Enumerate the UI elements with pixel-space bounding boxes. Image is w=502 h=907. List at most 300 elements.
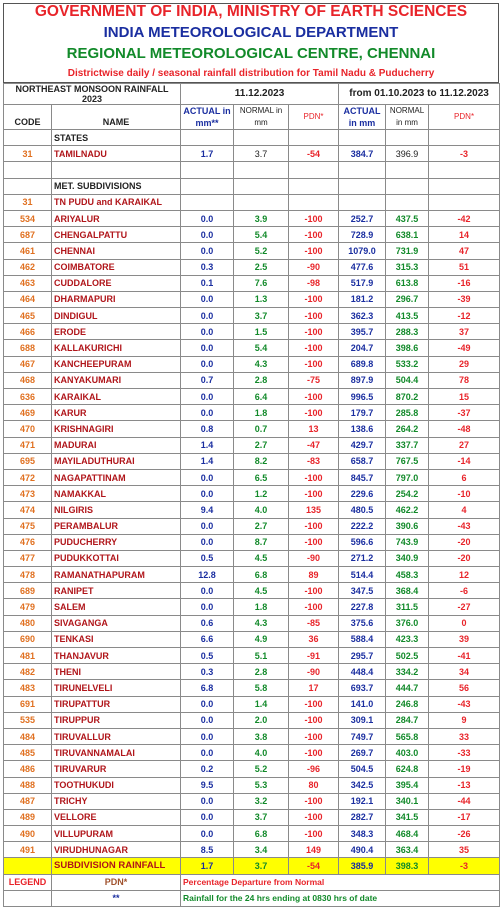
district-name: TIRUPATTUR	[52, 696, 181, 712]
table-row	[4, 615, 500, 631]
district-n1: 1.4	[234, 696, 289, 712]
district-a1: 0.0	[181, 469, 234, 485]
district-n1: 2.0	[234, 712, 289, 728]
table-row	[4, 469, 500, 485]
district-n1: 1.8	[234, 599, 289, 615]
subdivision-code: 31	[4, 194, 52, 210]
district-code: 471	[4, 437, 52, 453]
district-name: NAMAKKAL	[52, 486, 181, 502]
col-actual: ACTUAL in mm**	[181, 105, 234, 130]
district-n2: 246.8	[386, 696, 429, 712]
district-a2: 693.7	[339, 680, 386, 696]
district-n1: 2.8	[234, 372, 289, 388]
district-code: 482	[4, 664, 52, 680]
district-p1: -100	[289, 486, 339, 502]
district-name: THANJAVUR	[52, 648, 181, 664]
district-n2: 334.2	[386, 664, 429, 680]
district-p1: 17	[289, 680, 339, 696]
district-n2: 284.7	[386, 712, 429, 728]
district-p2: 27	[429, 437, 500, 453]
district-a2: 229.6	[339, 486, 386, 502]
district-p2: -20	[429, 550, 500, 566]
district-a2: 181.2	[339, 291, 386, 307]
district-p1: -100	[289, 324, 339, 340]
table-row	[4, 389, 500, 405]
district-p2: -49	[429, 340, 500, 356]
district-n1: 4.3	[234, 356, 289, 372]
district-a2: 504.5	[339, 761, 386, 777]
district-n2: 613.8	[386, 275, 429, 291]
district-p2: 39	[429, 631, 500, 647]
district-p1: 13	[289, 421, 339, 437]
district-a2: 309.1	[339, 712, 386, 728]
district-code: 464	[4, 291, 52, 307]
table-row	[4, 308, 500, 324]
district-code: 474	[4, 502, 52, 518]
district-n2: 340.9	[386, 550, 429, 566]
district-n2: 767.5	[386, 453, 429, 469]
table-row	[4, 680, 500, 696]
district-a2: 269.7	[339, 745, 386, 761]
district-p2: -37	[429, 405, 500, 421]
spacer-row	[4, 162, 500, 178]
state-actual-seasonal: 384.7	[339, 146, 386, 162]
season-label: NORTHEAST MONSOON RAINFALL 2023	[4, 84, 181, 105]
district-p1: -100	[289, 583, 339, 599]
district-p2: -41	[429, 648, 500, 664]
district-a1: 0.0	[181, 356, 234, 372]
table-row	[4, 518, 500, 534]
district-n1: 2.7	[234, 437, 289, 453]
district-a1: 0.0	[181, 728, 234, 744]
district-a1: 0.0	[181, 826, 234, 842]
district-n2: 296.7	[386, 291, 429, 307]
district-name: PERAMBALUR	[52, 518, 181, 534]
district-n1: 1.2	[234, 486, 289, 502]
district-a1: 0.0	[181, 599, 234, 615]
district-n2: 311.5	[386, 599, 429, 615]
district-p2: -42	[429, 210, 500, 226]
district-p1: 149	[289, 842, 339, 858]
district-a2: 658.7	[339, 453, 386, 469]
district-a1: 0.0	[181, 340, 234, 356]
district-a1: 0.0	[181, 243, 234, 259]
district-n1: 6.8	[234, 567, 289, 583]
table-row	[4, 291, 500, 307]
rainfall-table	[3, 83, 500, 907]
district-p1: -90	[289, 550, 339, 566]
district-a1: 0.5	[181, 550, 234, 566]
district-a2: 282.7	[339, 809, 386, 825]
district-n2: 437.5	[386, 210, 429, 226]
district-p1: -100	[289, 793, 339, 809]
district-name: ARIYALUR	[52, 210, 181, 226]
district-a1: 6.6	[181, 631, 234, 647]
district-a2: 517.9	[339, 275, 386, 291]
district-n2: 624.8	[386, 761, 429, 777]
table-row	[4, 583, 500, 599]
district-p1: -75	[289, 372, 339, 388]
table-row	[4, 437, 500, 453]
district-name: TIRUVARUR	[52, 761, 181, 777]
district-name: MAYILADUTHURAI	[52, 453, 181, 469]
district-a2: 192.1	[339, 793, 386, 809]
table-row	[4, 486, 500, 502]
total-name: SUBDIVISION RAINFALL	[52, 858, 181, 874]
district-a1: 0.0	[181, 308, 234, 324]
district-p2: -20	[429, 534, 500, 550]
district-a2: 204.7	[339, 340, 386, 356]
state-name: TAMILNADU	[52, 146, 181, 162]
district-a2: 480.5	[339, 502, 386, 518]
district-n2: 565.8	[386, 728, 429, 744]
district-n2: 870.2	[386, 389, 429, 405]
legend-label: LEGEND	[4, 874, 52, 890]
district-n2: 638.1	[386, 227, 429, 243]
district-p1: -98	[289, 275, 339, 291]
district-n2: 444.7	[386, 680, 429, 696]
district-p2: 9	[429, 712, 500, 728]
district-code: 636	[4, 389, 52, 405]
district-a1: 0.3	[181, 259, 234, 275]
district-p2: 0	[429, 615, 500, 631]
state-actual: 1.7	[181, 146, 234, 162]
district-p2: 33	[429, 728, 500, 744]
district-p1: -100	[289, 227, 339, 243]
district-code: 463	[4, 275, 52, 291]
district-p2: 47	[429, 243, 500, 259]
district-code: 687	[4, 227, 52, 243]
table-row	[4, 324, 500, 340]
seasonal-range: from 01.10.2023 to 11.12.2023	[339, 84, 500, 105]
district-n2: 368.4	[386, 583, 429, 599]
district-n2: 285.8	[386, 405, 429, 421]
district-code: 461	[4, 243, 52, 259]
report-subtitle: Districtwise daily / seasonal rainfall distribution for Tamil Nadu & Puducherry	[67, 68, 435, 79]
district-p1: -90	[289, 664, 339, 680]
district-n1: 3.9	[234, 210, 289, 226]
district-code: 689	[4, 583, 52, 599]
district-code: 695	[4, 453, 52, 469]
district-p1: -91	[289, 648, 339, 664]
district-name: KANCHEEPURAM	[52, 356, 181, 372]
total-p2: -3	[429, 858, 500, 874]
district-n2: 264.2	[386, 421, 429, 437]
district-p2: -6	[429, 583, 500, 599]
district-a1: 0.0	[181, 712, 234, 728]
district-p2: 6	[429, 469, 500, 485]
district-p1: -100	[289, 308, 339, 324]
table-row	[4, 275, 500, 291]
district-p1: 89	[289, 567, 339, 583]
district-a1: 0.0	[181, 291, 234, 307]
table-row	[4, 243, 500, 259]
district-a1: 0.2	[181, 761, 234, 777]
district-a1: 0.1	[181, 275, 234, 291]
total-n1: 3.7	[234, 858, 289, 874]
legend-pdn-desc: Percentage Departure from Normal	[181, 874, 500, 890]
district-p2: 34	[429, 664, 500, 680]
table-row	[4, 761, 500, 777]
district-n2: 462.2	[386, 502, 429, 518]
col-pdn-seasonal: PDN*	[429, 105, 500, 130]
district-p2: 78	[429, 372, 500, 388]
district-name: DHARMAPURI	[52, 291, 181, 307]
district-p2: -12	[429, 308, 500, 324]
district-code: 480	[4, 615, 52, 631]
district-a1: 0.0	[181, 583, 234, 599]
district-name: PUDUCHERRY	[52, 534, 181, 550]
district-a1: 1.4	[181, 437, 234, 453]
district-n1: 6.5	[234, 469, 289, 485]
district-n1: 2.7	[234, 518, 289, 534]
table-row	[4, 340, 500, 356]
district-name: NAGAPATTINAM	[52, 469, 181, 485]
district-name: KRISHNAGIRI	[52, 421, 181, 437]
district-a2: 897.9	[339, 372, 386, 388]
district-n2: 504.4	[386, 372, 429, 388]
district-a1: 0.0	[181, 534, 234, 550]
district-code: 688	[4, 340, 52, 356]
district-p2: 35	[429, 842, 500, 858]
district-p1: -100	[289, 291, 339, 307]
district-name: SIVAGANGA	[52, 615, 181, 631]
district-n1: 6.4	[234, 389, 289, 405]
district-n1: 3.4	[234, 842, 289, 858]
district-code: 483	[4, 680, 52, 696]
district-n2: 340.1	[386, 793, 429, 809]
district-code: 462	[4, 259, 52, 275]
district-n2: 337.7	[386, 437, 429, 453]
district-a2: 514.4	[339, 567, 386, 583]
district-a2: 227.8	[339, 599, 386, 615]
district-a2: 1079.0	[339, 243, 386, 259]
table-row	[4, 745, 500, 761]
district-p2: -27	[429, 599, 500, 615]
district-name: RANIPET	[52, 583, 181, 599]
district-p1: -96	[289, 761, 339, 777]
table-row	[4, 534, 500, 550]
district-n1: 5.3	[234, 777, 289, 793]
district-n1: 4.3	[234, 615, 289, 631]
district-a2: 749.7	[339, 728, 386, 744]
district-code: 484	[4, 728, 52, 744]
table-row	[4, 356, 500, 372]
district-n2: 502.5	[386, 648, 429, 664]
district-p1: -100	[289, 745, 339, 761]
district-a1: 0.0	[181, 405, 234, 421]
district-code: 468	[4, 372, 52, 388]
district-a1: 0.8	[181, 421, 234, 437]
district-name: CUDDALORE	[52, 275, 181, 291]
district-name: KARUR	[52, 405, 181, 421]
district-p1: 135	[289, 502, 339, 518]
met-subdivisions-label: MET. SUBDIVISIONS	[52, 178, 181, 194]
state-normal-seasonal: 396.9	[386, 146, 429, 162]
district-a2: 448.4	[339, 664, 386, 680]
district-a2: 429.7	[339, 437, 386, 453]
state-row	[4, 146, 500, 162]
district-a2: 348.3	[339, 826, 386, 842]
district-code: 487	[4, 793, 52, 809]
district-name: DINDIGUL	[52, 308, 181, 324]
district-n1: 5.4	[234, 227, 289, 243]
district-name: TENKASI	[52, 631, 181, 647]
district-n1: 8.7	[234, 534, 289, 550]
district-code: 473	[4, 486, 52, 502]
district-a1: 0.0	[181, 809, 234, 825]
district-n2: 743.9	[386, 534, 429, 550]
legend-rain-key: **	[52, 890, 181, 906]
district-n1: 5.8	[234, 680, 289, 696]
total-a2: 385.9	[339, 858, 386, 874]
district-n2: 731.9	[386, 243, 429, 259]
district-code: 535	[4, 712, 52, 728]
col-normal-seasonal: NORMAL in mm	[386, 105, 429, 130]
district-name: KARAIKAL	[52, 389, 181, 405]
district-p1: -83	[289, 453, 339, 469]
district-p2: -16	[429, 275, 500, 291]
district-p2: -48	[429, 421, 500, 437]
district-n2: 468.4	[386, 826, 429, 842]
daily-date: 11.12.2023	[181, 84, 339, 105]
district-n1: 3.8	[234, 728, 289, 744]
district-n1: 7.6	[234, 275, 289, 291]
district-a1: 0.0	[181, 486, 234, 502]
district-n1: 3.7	[234, 809, 289, 825]
district-code: 534	[4, 210, 52, 226]
table-row	[4, 259, 500, 275]
table-row	[4, 826, 500, 842]
table-row	[4, 372, 500, 388]
district-a2: 342.5	[339, 777, 386, 793]
district-p1: -100	[289, 534, 339, 550]
total-a1: 1.7	[181, 858, 234, 874]
district-code: 465	[4, 308, 52, 324]
district-a2: 271.2	[339, 550, 386, 566]
district-n1: 2.5	[234, 259, 289, 275]
district-n1: 4.9	[234, 631, 289, 647]
district-p1: -100	[289, 696, 339, 712]
district-a1: 0.0	[181, 324, 234, 340]
district-name: MADURAI	[52, 437, 181, 453]
district-name: VILLUPURAM	[52, 826, 181, 842]
district-n2: 363.4	[386, 842, 429, 858]
district-p2: 15	[429, 389, 500, 405]
subdivision-row	[4, 194, 500, 210]
district-a1: 8.5	[181, 842, 234, 858]
district-n1: 1.5	[234, 324, 289, 340]
district-a2: 141.0	[339, 696, 386, 712]
col-pdn: PDN*	[289, 105, 339, 130]
subdivision-name: TN PUDU and KARAIKAL	[52, 194, 181, 210]
district-code: 488	[4, 777, 52, 793]
district-n2: 458.3	[386, 567, 429, 583]
table-row	[4, 421, 500, 437]
district-p1: -100	[289, 469, 339, 485]
states-section-row	[4, 130, 500, 146]
district-a1: 0.0	[181, 793, 234, 809]
district-p1: -100	[289, 518, 339, 534]
state-normal: 3.7	[234, 146, 289, 162]
district-name: TIRUNELVELI	[52, 680, 181, 696]
district-a2: 347.5	[339, 583, 386, 599]
district-name: TRICHY	[52, 793, 181, 809]
district-code: 479	[4, 599, 52, 615]
district-p2: 14	[429, 227, 500, 243]
district-p2: 56	[429, 680, 500, 696]
state-pdn-seasonal: -3	[429, 146, 500, 162]
district-name: SALEM	[52, 599, 181, 615]
district-code: 476	[4, 534, 52, 550]
district-a1: 0.0	[181, 696, 234, 712]
district-a1: 0.0	[181, 518, 234, 534]
district-p2: 37	[429, 324, 500, 340]
table-row	[4, 453, 500, 469]
district-n2: 315.3	[386, 259, 429, 275]
district-name: TIRUPPUR	[52, 712, 181, 728]
district-n2: 423.3	[386, 631, 429, 647]
district-code: 490	[4, 826, 52, 842]
district-n1: 8.2	[234, 453, 289, 469]
district-p1: -100	[289, 712, 339, 728]
district-n1: 3.7	[234, 308, 289, 324]
table-row	[4, 599, 500, 615]
district-n2: 254.2	[386, 486, 429, 502]
district-code: 478	[4, 567, 52, 583]
states-label: STATES	[52, 130, 181, 146]
district-p2: -13	[429, 777, 500, 793]
district-p1: -90	[289, 259, 339, 275]
district-p2: 29	[429, 356, 500, 372]
district-p2: -44	[429, 793, 500, 809]
district-p1: -100	[289, 405, 339, 421]
table-row	[4, 712, 500, 728]
district-a2: 477.6	[339, 259, 386, 275]
district-a1: 0.3	[181, 664, 234, 680]
district-name: CHENNAI	[52, 243, 181, 259]
district-n1: 4.0	[234, 502, 289, 518]
district-name: TIRUVANNAMALAI	[52, 745, 181, 761]
district-p2: -26	[429, 826, 500, 842]
state-code: 31	[4, 146, 52, 162]
table-row	[4, 631, 500, 647]
district-name: COIMBATORE	[52, 259, 181, 275]
district-n1: 5.1	[234, 648, 289, 664]
district-a2: 490.4	[339, 842, 386, 858]
district-a2: 362.3	[339, 308, 386, 324]
district-a1: 0.0	[181, 745, 234, 761]
district-a1: 6.8	[181, 680, 234, 696]
district-p2: -43	[429, 518, 500, 534]
district-n1: 5.4	[234, 340, 289, 356]
table-row	[4, 664, 500, 680]
district-n2: 797.0	[386, 469, 429, 485]
legend-pdn-key: PDN*	[52, 874, 181, 890]
district-code: 486	[4, 761, 52, 777]
table-row	[4, 842, 500, 858]
district-n1: 1.3	[234, 291, 289, 307]
district-p2: -17	[429, 809, 500, 825]
district-p1: -100	[289, 809, 339, 825]
district-n1: 1.8	[234, 405, 289, 421]
district-a2: 252.7	[339, 210, 386, 226]
district-n1: 0.7	[234, 421, 289, 437]
district-code: 466	[4, 324, 52, 340]
district-p1: -100	[289, 243, 339, 259]
district-n2: 341.5	[386, 809, 429, 825]
district-a2: 588.4	[339, 631, 386, 647]
